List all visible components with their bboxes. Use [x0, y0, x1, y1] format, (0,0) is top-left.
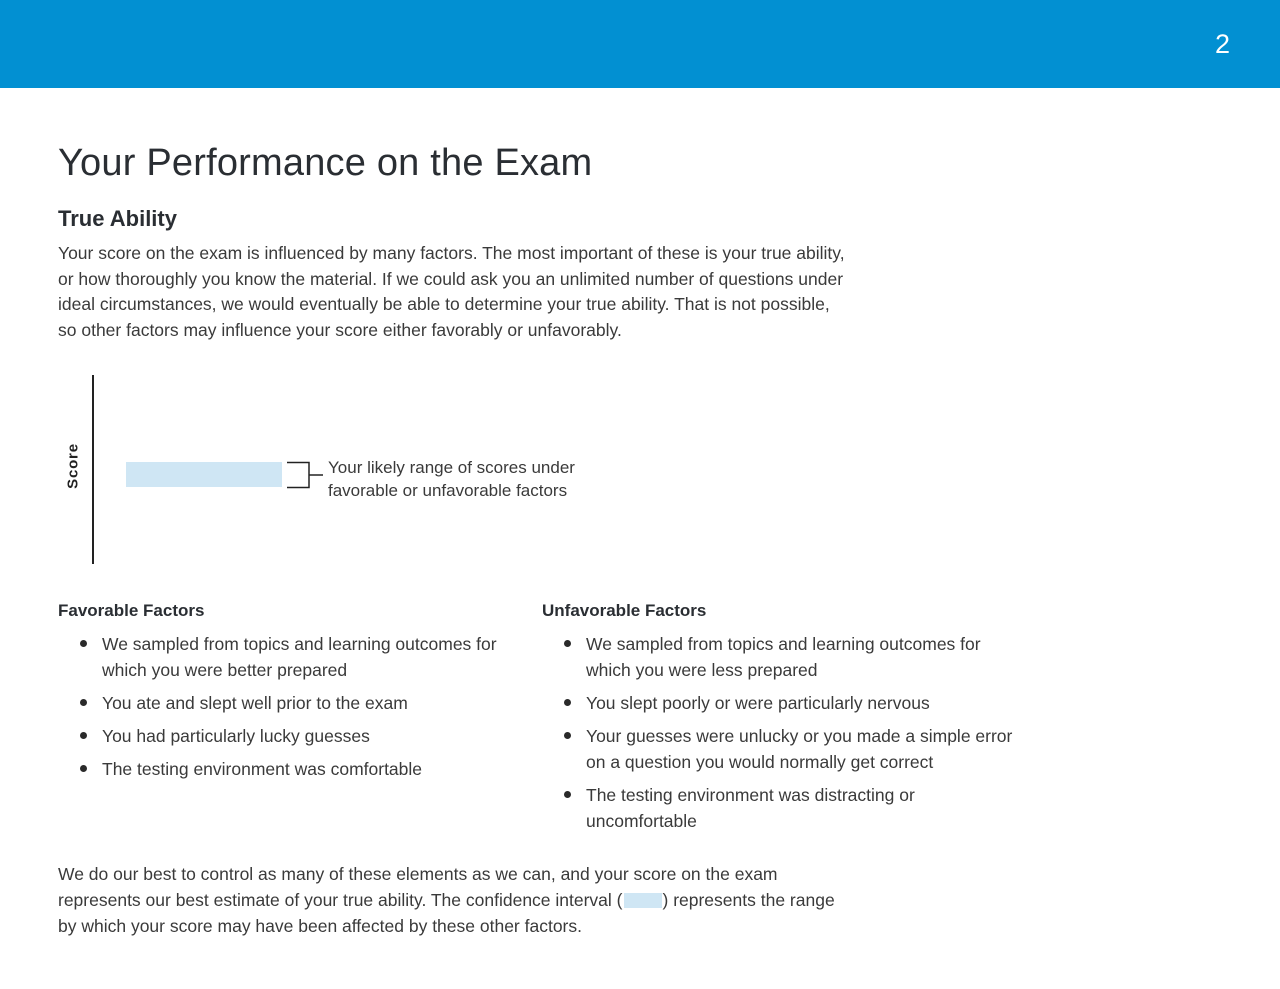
- true-ability-heading: True Ability: [58, 206, 177, 231]
- list-item: We sampled from topics and learning outcomes for which you were less prepared: [542, 631, 1022, 683]
- true-ability-paragraph: Your score on the exam is influenced by many factors. The most important of these is your true ability, or how thoroughly you know the material. If we could ask you an unlimited number of questions under ideal circumstances, we would eventually be able to determine your true ability. That is not possible, so other factors may influence your score either favorably or unfavorably.: [58, 243, 845, 341]
- bracket-icon: [285, 461, 325, 489]
- unfavorable-factors-heading: Unfavorable Factors: [542, 601, 707, 620]
- list-item: We sampled from topics and learning outcomes for which you were better prepared: [58, 631, 528, 683]
- score-axis-line: [92, 375, 94, 564]
- bullet-icon: [564, 699, 571, 706]
- score-axis-label: Score: [64, 443, 82, 489]
- header-bar: [0, 0, 1280, 88]
- bullet-icon: [564, 732, 571, 739]
- favorable-factors-heading: Favorable Factors: [58, 601, 205, 620]
- bullet-icon: [80, 765, 87, 772]
- list-item: You ate and slept well prior to the exam: [58, 690, 528, 716]
- bullet-icon: [80, 699, 87, 706]
- bullet-icon: [80, 732, 87, 739]
- list-item: You had particularly lucky guesses: [58, 723, 528, 749]
- list-item: The testing environment was distracting or uncomfortable: [542, 782, 1022, 834]
- score-range-box: [126, 462, 282, 487]
- closing-paragraph: We do our best to control as many of these elements as we can, and your score on the exam represents our best estimate of your true ability. The confidence interval ( ) represents the range by which your score may have been affected by these other factors.: [58, 864, 835, 936]
- list-item: Your guesses were unlucky or you made a simple error on a question you would normally get correct: [542, 723, 1022, 775]
- page-number: 2: [1214, 29, 1230, 59]
- bullet-icon: [564, 791, 571, 798]
- list-item: You slept poorly or were particularly nervous: [542, 690, 1022, 716]
- bullet-icon: [80, 640, 87, 647]
- range-caption: Your likely range of scores under favorable or unfavorable factors: [328, 458, 575, 500]
- page-title: Your Performance on the Exam: [58, 142, 593, 184]
- bullet-icon: [564, 640, 571, 647]
- list-item: The testing environment was comfortable: [58, 756, 528, 782]
- unfavorable-factors-list: [542, 631, 1022, 841]
- favorable-factors-list: [58, 631, 528, 789]
- confidence-interval-swatch: [624, 893, 662, 908]
